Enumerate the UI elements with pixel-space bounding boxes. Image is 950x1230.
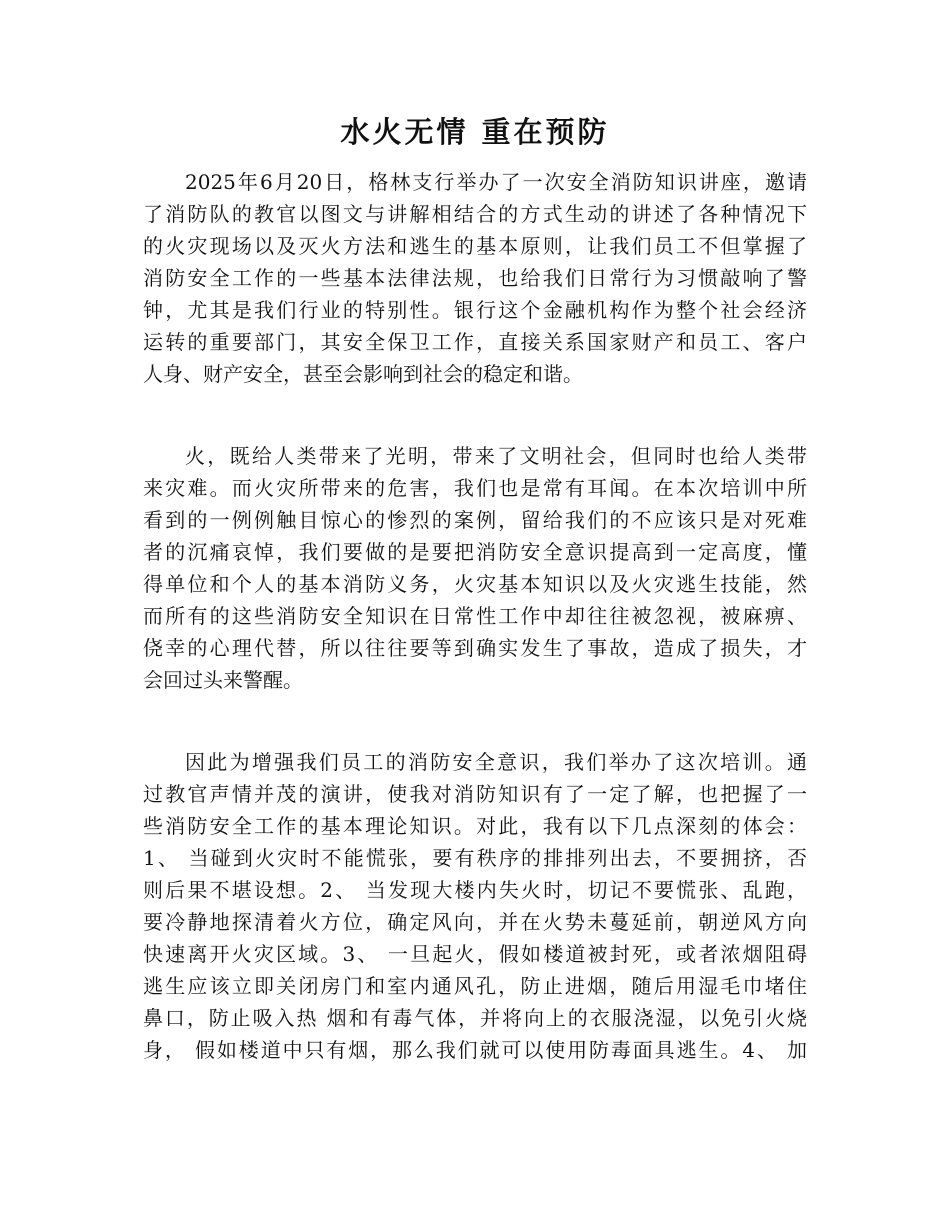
document-title: 水火无情 重在预防 <box>340 115 610 149</box>
paragraph-line: 则后果不堪设想。2、 当发现大楼内失火时，切记不要慌张、乱跑， <box>143 878 807 902</box>
paragraph-line: 要冷静地探清着火方位，确定风向，并在火势未蔓延前，朝逆风方向 <box>143 910 807 934</box>
paragraph-1 <box>143 166 807 390</box>
paragraph-line: 人身、财产安全，甚至会影响到社会的稳定和谐。 <box>143 362 583 386</box>
paragraph-line: 1、 当碰到火灾时不能慌张，要有秩序的排排列出去，不要拥挤，否 <box>143 846 807 870</box>
paragraph-line: 鼻口，防止吸入热 烟和有毒气体，并将向上的衣服浇湿，以免引火烧 <box>143 1006 807 1030</box>
paragraph-3 <box>143 746 807 1066</box>
paragraph-2 <box>143 440 807 696</box>
paragraph-line: 的火灾现场以及灭火方法和逃生的基本原则，让我们员工不但掌握了 <box>143 234 807 258</box>
paragraph-line: 看到的一例例触目惊心的惨烈的案例，留给我们的不应该只是对死难 <box>143 508 807 532</box>
paragraph-line: 身， 假如楼道中只有烟，那么我们就可以使用防毒面具逃生。4、 加 <box>143 1038 807 1062</box>
paragraph-line: 过教官声情并茂的演讲，使我对消防知识有了一定了解，也把握了一 <box>143 782 807 806</box>
paragraph-line: 钟，尤其是我们行业的特别性。银行这个金融机构作为整个社会经济 <box>143 298 807 322</box>
paragraph-line: 得单位和个人的基本消防义务，火灾基本知识以及火灾逃生技能，然 <box>143 572 807 596</box>
paragraph-line: 快速离开火灾区域。3、 一旦起火，假如楼道被封死，或者浓烟阻碍 <box>143 942 807 966</box>
paragraph-line: 来灾难。而火灾所带来的危害，我们也是常有耳闻。在本次培训中所 <box>143 476 807 500</box>
paragraph-line: 2025年6月20日，格林支行举办了一次安全消防知识讲座，邀请 <box>185 170 807 194</box>
paragraph-line: 而所有的这些消防安全知识在日常性工作中却往往被忽视，被麻痹、 <box>143 604 807 628</box>
paragraph-line: 逃生应该立即关闭房门和室内通风孔，防止进烟，随后用湿毛巾堵住 <box>143 974 807 998</box>
paragraph-line: 火，既给人类带来了光明，带来了文明社会，但同时也给人类带 <box>185 444 807 468</box>
paragraph-line: 运转的重要部门，其安全保卫工作，直接关系国家财产和员工、客户 <box>143 330 807 354</box>
paragraph-line: 些消防安全工作的基本理论知识。对此，我有以下几点深刻的体会： <box>143 814 807 838</box>
paragraph-line: 侥幸的心理代替，所以往往要等到确实发生了事故，造成了损失，才 <box>143 636 807 660</box>
paragraph-line: 了消防队的教官以图文与讲解相结合的方式生动的讲述了各种情况下 <box>143 202 807 226</box>
paragraph-line: 会回过头来警醒。 <box>143 668 303 692</box>
paragraph-line: 消防安全工作的一些基本法律法规，也给我们日常行为习惯敲响了警 <box>143 266 807 290</box>
paragraph-line: 因此为增强我们员工的消防安全意识，我们举办了这次培训。通 <box>185 750 807 774</box>
paragraph-line: 者的沉痛哀悼，我们要做的是要把消防安全意识提高到一定高度，懂 <box>143 540 807 564</box>
